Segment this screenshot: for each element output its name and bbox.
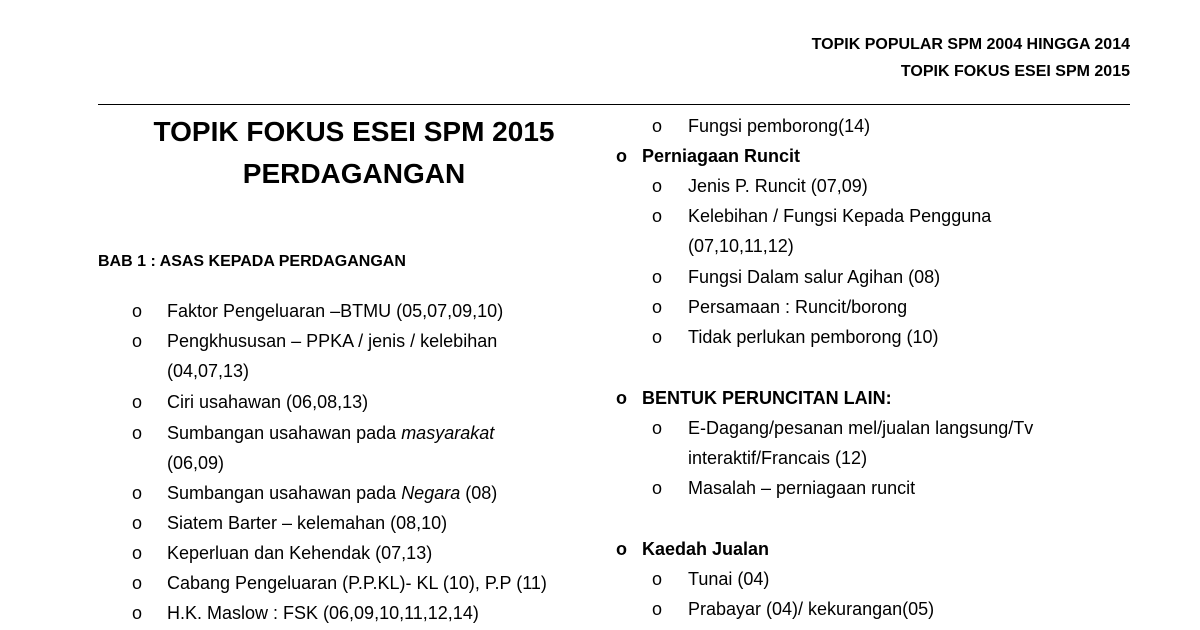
bullet-marker: o <box>652 569 663 589</box>
bullet-marker: o <box>132 513 143 533</box>
bullet-marker: o <box>652 176 663 196</box>
list-item: Cabang Pengeluaran (P.P.KL)- KL (10), P.P (11) <box>167 573 547 593</box>
list-item: E-Dagang/pesanan mel/jualan langsung/Tv <box>688 418 1034 438</box>
list-item: Ciri usahawan (06,08,13) <box>167 392 369 412</box>
list-item: Pengkhususan – PPKA / jenis / kelebihan <box>167 331 498 351</box>
list-item: Fungsi pemborong(14) <box>688 116 871 136</box>
bullet-marker: o <box>616 388 627 408</box>
bullet-marker: o <box>132 543 143 563</box>
list-item: Persamaan : Runcit/borong <box>688 297 908 317</box>
list-item: Faktor Pengeluaran –BTMU (05,07,09,10) <box>167 301 504 321</box>
bullet-marker: o <box>652 116 663 136</box>
bullet-marker: o <box>132 483 143 503</box>
bullet-marker: o <box>616 146 627 166</box>
list-item: Siatem Barter – kelemahan (08,10) <box>167 513 448 533</box>
bullet-marker: o <box>132 423 143 443</box>
bullet-marker: o <box>616 539 627 559</box>
section-heading-perniagaan-runcit: Perniagaan Runcit <box>642 146 801 166</box>
bullet-marker: o <box>652 599 663 619</box>
bullet-marker: o <box>652 418 663 438</box>
list-item: Sumbangan usahawan pada masyarakat <box>167 423 495 443</box>
chapter-heading: BAB 1 : ASAS KEPADA PERDAGANGAN <box>98 253 406 270</box>
section-heading-kaedah-jualan: Kaedah Jualan <box>642 539 770 559</box>
header-line-1: TOPIK POPULAR SPM 2004 HINGGA 2014 <box>811 36 1130 53</box>
list-item: Masalah – perniagaan runcit <box>688 478 916 498</box>
page-subtitle: PERDAGANGAN <box>242 158 466 189</box>
bullet-marker: o <box>132 331 143 351</box>
list-item: Fungsi Dalam salur Agihan (08) <box>688 267 941 287</box>
bullet-marker: o <box>652 478 663 498</box>
header-line-2: TOPIK FOKUS ESEI SPM 2015 <box>900 63 1130 80</box>
list-item-continuation: interaktif/Francais (12) <box>688 448 868 468</box>
section-heading-bentuk-peruncitan: BENTUK PERUNCITAN LAIN: <box>642 388 892 408</box>
bullet-marker: o <box>652 206 663 226</box>
bullet-marker: o <box>132 392 143 412</box>
bullet-marker: o <box>652 297 663 317</box>
list-item-continuation: (06,09) <box>167 453 225 473</box>
bullet-marker: o <box>652 267 663 287</box>
bullet-marker: o <box>132 301 143 321</box>
list-item-continuation: (07,10,11,12) <box>688 236 794 256</box>
list-item: Sumbangan usahawan pada Negara (08) <box>167 483 498 503</box>
list-item: Kelebihan / Fungsi Kepada Pengguna <box>688 206 992 226</box>
list-item: H.K. Maslow : FSK (06,09,10,11,12,14) <box>167 603 479 623</box>
list-item: Tunai (04) <box>688 569 770 589</box>
bullet-marker: o <box>132 603 143 623</box>
header-divider <box>98 104 1130 105</box>
bullet-marker: o <box>132 573 143 593</box>
bullet-marker: o <box>652 327 663 347</box>
list-item: Prabayar (04)/ kekurangan(05) <box>688 599 935 619</box>
list-item: Jenis P. Runcit (07,09) <box>688 176 868 196</box>
list-item-continuation: (04,07,13) <box>167 361 250 381</box>
list-item: Keperluan dan Kehendak (07,13) <box>167 543 433 563</box>
list-item: Tidak perlukan pemborong (10) <box>688 327 939 347</box>
page-title: TOPIK FOKUS ESEI SPM 2015 <box>153 116 555 147</box>
